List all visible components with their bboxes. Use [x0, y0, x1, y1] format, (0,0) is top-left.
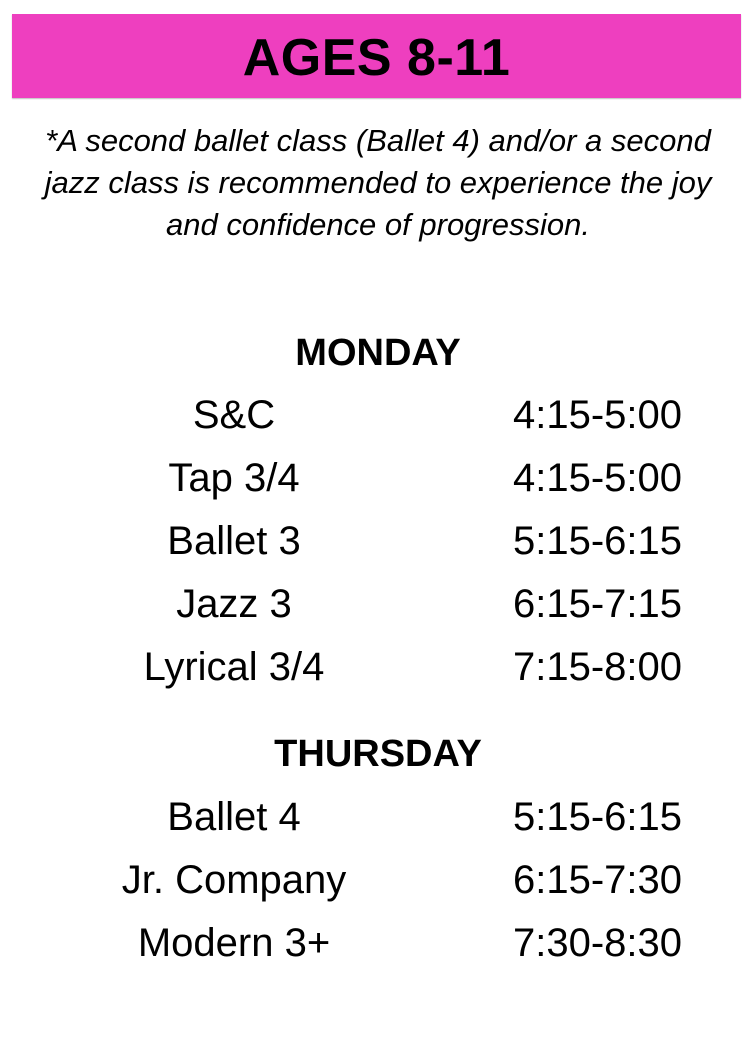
class-time: 7:30-8:30: [512, 921, 683, 965]
page-title: AGES 8-11: [242, 29, 511, 87]
header-banner: [12, 14, 741, 98]
class-row: [0, 787, 756, 847]
class-time: 4:15-5:00: [512, 456, 683, 500]
class-name: Modern 3+: [137, 921, 331, 965]
class-name: Jr. Company: [121, 858, 347, 902]
class-time: 5:15-6:15: [512, 795, 683, 839]
class-time: 5:15-6:15: [512, 519, 683, 563]
class-time: 4:15-5:00: [512, 393, 683, 437]
class-time: 6:15-7:30: [512, 858, 683, 902]
class-row: [0, 448, 756, 508]
class-row: [0, 913, 756, 973]
class-row: [0, 385, 756, 445]
class-time: 6:15-7:15: [512, 582, 683, 626]
class-row: [0, 511, 756, 571]
class-row: [0, 637, 756, 697]
class-name: Tap 3/4: [168, 456, 300, 500]
class-row: [0, 850, 756, 910]
class-name: Lyrical 3/4: [143, 645, 325, 689]
day-heading-thursday: THURSDAY: [274, 733, 482, 775]
class-row: [0, 574, 756, 634]
recommendation-note: *A second ballet class (Ballet 4) and/or a second jazz class is recommended to experience the joy and confidence of progression.: [44, 123, 712, 242]
class-name: S&C: [192, 393, 276, 437]
class-time: 7:15-8:00: [512, 645, 683, 689]
class-name: Ballet 3: [167, 519, 301, 563]
class-name: Ballet 4: [167, 795, 301, 839]
class-name: Jazz 3: [176, 582, 292, 626]
day-heading-monday: MONDAY: [295, 332, 461, 374]
